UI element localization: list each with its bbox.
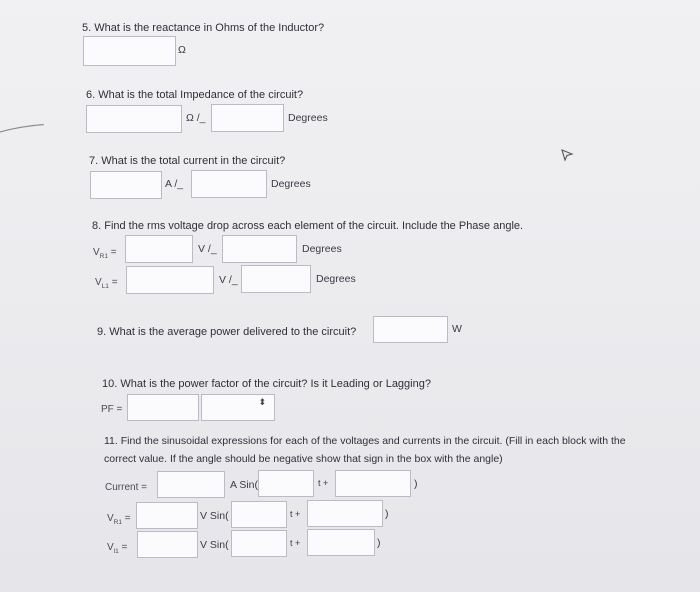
q11-vl1-sin-text: V Sin( xyxy=(200,539,229,551)
question-8-text: 8. Find the rms voltage drop across each element of the circuit. Include the Phase angle. xyxy=(92,220,524,232)
q7-amp-angle-unit: A /_ xyxy=(165,178,184,190)
q11-current-sin-text: A Sin( xyxy=(230,479,259,491)
q11-vr1-phase-input[interactable] xyxy=(307,500,383,527)
q5-reactance-input[interactable] xyxy=(83,36,176,66)
q11-vr1-omega-input[interactable] xyxy=(231,501,287,528)
question-6-text: 6. What is the total Impedance of the circuit? xyxy=(86,89,304,101)
q8-vr1-volt-angle-unit: V /_ xyxy=(198,243,217,255)
q11-vl1-phase-input[interactable] xyxy=(307,529,375,556)
q8-vr1-angle-input[interactable] xyxy=(222,235,297,263)
q8-vr1-label: $V_{R1}$ = xyxy=(93,247,117,260)
mouse-cursor-icon xyxy=(560,148,574,162)
q10-leading-lagging-select[interactable] xyxy=(201,394,275,421)
question-11-text-line1: 11. Find the sinusoidal expressions for each of the voltages and currents in the circuit. (Fill in each block with the xyxy=(104,435,626,447)
q8-vl1-magnitude-input[interactable] xyxy=(126,266,214,294)
q11-current-amplitude-input[interactable] xyxy=(157,471,225,498)
q6-degrees-unit: Degrees xyxy=(288,112,328,124)
q7-degrees-unit: Degrees xyxy=(271,178,311,190)
q11-current-phase-input[interactable] xyxy=(335,470,411,497)
q11-vr1-close-paren: ) xyxy=(385,508,389,520)
q8-vl1-volt-angle-unit: V /_ xyxy=(219,274,238,286)
q10-power-factor-input[interactable] xyxy=(127,394,199,421)
q11-current-close-paren: ) xyxy=(414,478,418,490)
question-7-text: 7. What is the total current in the circuit? xyxy=(89,155,286,167)
q11-vl1-label: $V_{l1}$ = xyxy=(107,542,128,555)
question-10-text: 10. What is the power factor of the circuit? Is it Leading or Lagging? xyxy=(102,378,431,390)
q11-vr1-t-plus: t + xyxy=(290,509,301,519)
q8-vl1-label: $V_{L1}$ = xyxy=(95,277,118,290)
q11-current-omega-input[interactable] xyxy=(258,470,314,497)
q5-ohm-unit: Ω xyxy=(178,44,186,56)
q11-vr1-sin-text: V Sin( xyxy=(200,510,229,522)
q11-vl1-close-paren: ) xyxy=(377,537,381,549)
q9-power-input[interactable] xyxy=(373,316,448,343)
question-9-text: 9. What is the average power delivered to the circuit? xyxy=(97,326,357,338)
q10-pf-label: PF = xyxy=(101,404,123,415)
question-11-text-line2: correct value. If the angle should be negative show that sign in the box with the angle) xyxy=(104,453,503,465)
q11-current-t-plus: t + xyxy=(318,478,329,488)
q8-vl1-degrees-unit: Degrees xyxy=(316,273,356,285)
q8-vr1-magnitude-input[interactable] xyxy=(125,235,193,263)
q6-ohm-angle-unit: Ω /_ xyxy=(186,112,206,124)
q11-vr1-amplitude-input[interactable] xyxy=(136,502,198,529)
q11-vr1-label: $V_{R1}$ = xyxy=(107,513,131,526)
q6-impedance-magnitude-input[interactable] xyxy=(86,105,182,133)
q7-current-magnitude-input[interactable] xyxy=(90,171,162,199)
q6-impedance-angle-input[interactable] xyxy=(211,104,284,132)
pen-mark-decoration xyxy=(0,122,44,136)
q9-watt-unit: W xyxy=(452,323,462,335)
q7-current-angle-input[interactable] xyxy=(191,170,267,198)
q11-vl1-t-plus: t + xyxy=(290,538,301,548)
q11-vl1-amplitude-input[interactable] xyxy=(137,531,198,558)
q11-current-label: Current = xyxy=(105,482,147,493)
select-arrow-icon: ⬍ xyxy=(258,397,266,407)
q8-vr1-degrees-unit: Degrees xyxy=(302,243,342,255)
question-5-text: 5. What is the reactance in Ohms of the Inductor? xyxy=(82,22,325,34)
q11-vl1-omega-input[interactable] xyxy=(231,530,287,557)
q8-vl1-angle-input[interactable] xyxy=(241,265,311,293)
